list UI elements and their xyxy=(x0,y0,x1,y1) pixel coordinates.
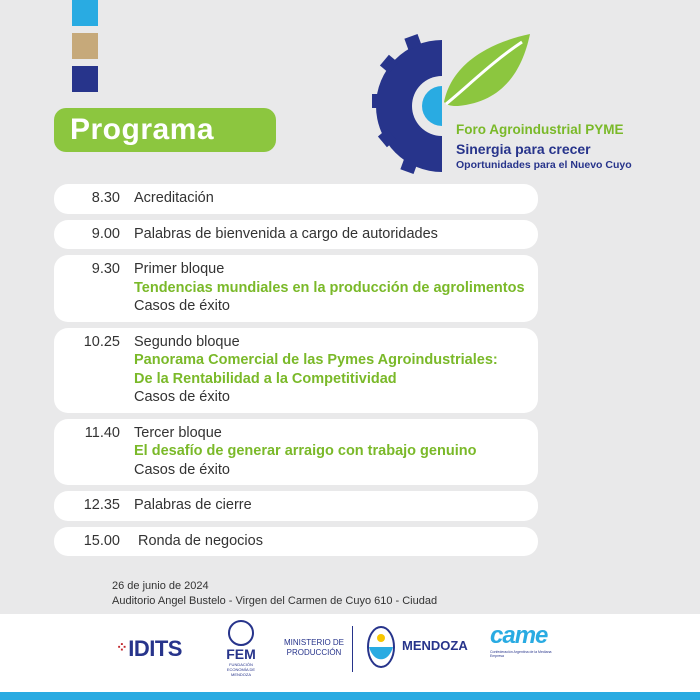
agenda-text: Ronda de negocios xyxy=(138,532,263,549)
divider xyxy=(352,626,353,672)
shield-icon xyxy=(366,624,396,670)
forum-logo xyxy=(372,32,692,182)
agenda-text: Primer bloque xyxy=(134,261,225,277)
event-venue: Auditorio Angel Bustelo - Virgen del Carmen de Cuyo 610 - Ciudad xyxy=(112,595,438,607)
decor-square-navy xyxy=(72,66,98,92)
agenda-item xyxy=(54,491,538,521)
dots-icon: ⁘ xyxy=(116,639,128,655)
agenda-time: 12.35 xyxy=(83,497,120,513)
logo-title: Foro Agroindustrial PYME xyxy=(456,122,624,137)
agenda-time: 15.00 xyxy=(83,532,120,549)
agenda-text: Palabras de bienvenida a cargo de autoridades xyxy=(134,225,438,242)
logo-subtitle: Sinergia para crecer xyxy=(456,141,591,157)
event-info xyxy=(112,579,437,609)
agenda-item xyxy=(54,527,538,557)
agenda-text: Tercer bloque xyxy=(134,424,222,441)
agenda-time: 11.40 xyxy=(84,424,120,441)
fem-logo: FEM FUNDACIÓN ECONOMÍA DE MENDOZA xyxy=(220,620,262,677)
agenda-highlight: Panorama Comercial de las Pymes Agroindustriales: xyxy=(134,352,498,368)
agenda-highlight: Tendencias mundiales en la producción de agrolimentos xyxy=(134,279,525,296)
agenda-time: 10.25 xyxy=(83,333,120,350)
agenda-list xyxy=(54,184,540,562)
idits-logo: ⁘IDITS xyxy=(116,636,182,661)
came-logo: came Confederación Argentina de la Mediana Empresa xyxy=(490,622,552,658)
agenda-text: Palabras de cierre xyxy=(134,497,252,513)
agenda-highlight: De la Rentabilidad a la Competitividad xyxy=(134,370,397,387)
agenda-item xyxy=(54,220,538,250)
agenda-text: Acreditación xyxy=(134,190,214,206)
agenda-item xyxy=(54,255,538,322)
agenda-subtext: Casos de éxito xyxy=(134,461,230,478)
event-date: 26 de junio de 2024 xyxy=(112,580,209,592)
mendoza-logo: MENDOZA xyxy=(402,638,468,653)
agenda-subtext: Casos de éxito xyxy=(134,389,230,405)
agenda-item xyxy=(54,328,538,413)
agenda-highlight: El desafío de generar arraigo con trabajo genuino xyxy=(134,443,477,459)
decor-square-cyan xyxy=(72,0,98,26)
agenda-subtext: Casos de éxito xyxy=(134,298,230,314)
sponsor-footer xyxy=(0,614,700,692)
agenda-time: 9.30 xyxy=(91,261,120,277)
agenda-item xyxy=(54,419,538,486)
decor-square-tan xyxy=(72,33,98,59)
bottom-bar xyxy=(0,692,700,700)
page-title: Programa xyxy=(54,108,276,152)
agenda-time: 8.30 xyxy=(91,190,120,206)
agenda-text: Segundo bloque xyxy=(134,333,240,350)
agenda-item xyxy=(54,184,538,214)
agenda-time: 9.00 xyxy=(91,225,120,242)
ministerio-logo: MINISTERIO DE PRODUCCIÓN xyxy=(284,638,345,657)
globe-icon xyxy=(228,620,254,646)
logo-tagline: Oportunidades para el Nuevo Cuyo xyxy=(456,159,632,171)
